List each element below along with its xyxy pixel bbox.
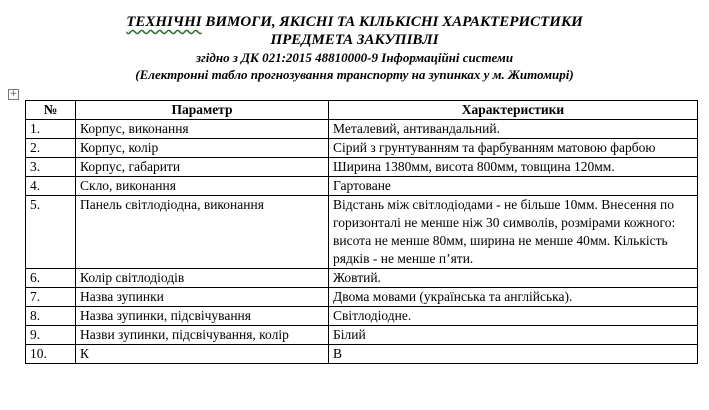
heading-line-1-first-word: ТЕХНІЧНІ — [126, 14, 202, 30]
heading-line-1-rest: ВИМОГИ, ЯКІСНІ ТА КІЛЬКІСНІ ХАРАКТЕРИСТИКИ — [201, 14, 583, 30]
row-characteristic: Сірий з грунтуванням та фарбуванням матовою фарбою — [329, 139, 698, 158]
table-row — [26, 120, 698, 139]
row-characteristic: Світлодіодне. — [329, 307, 698, 326]
row-number: 4. — [26, 177, 76, 196]
heading-line-2: ПРЕДМЕТА ЗАКУПІВЛІ — [270, 32, 439, 48]
row-characteristic: Ширина 1380мм, висота 800мм, товщина 120мм. — [329, 158, 698, 177]
table-row — [26, 326, 698, 345]
header-characteristics: Характеристики — [329, 101, 698, 120]
specifications-table — [25, 100, 698, 364]
table-row — [26, 196, 698, 269]
row-parameter: К — [76, 345, 329, 364]
row-number: 7. — [26, 288, 76, 307]
row-characteristic: Жовтий. — [329, 269, 698, 288]
table-header-row — [26, 101, 698, 120]
row-number: 3. — [26, 158, 76, 177]
row-number: 6. — [26, 269, 76, 288]
header-number: № — [26, 101, 76, 120]
table-row — [26, 345, 698, 364]
heading-line-1 — [0, 13, 709, 31]
row-parameter: Корпус, габарити — [76, 158, 329, 177]
row-parameter: Колір світлодіодів — [76, 269, 329, 288]
row-parameter: Скло, виконання — [76, 177, 329, 196]
table-row — [26, 177, 698, 196]
row-parameter: Корпус, колір — [76, 139, 329, 158]
row-characteristic: Двома мовами (українська та англійська). — [329, 288, 698, 307]
row-characteristic: В — [329, 345, 698, 364]
row-number: 10. — [26, 345, 76, 364]
row-number: 8. — [26, 307, 76, 326]
table-row — [26, 139, 698, 158]
row-parameter: Назва зупинки, підсвічування — [76, 307, 329, 326]
row-parameter: Назва зупинки — [76, 288, 329, 307]
row-parameter: Панель світлодіодна, виконання — [76, 196, 329, 269]
row-characteristic: Відстань між світлодіодами - не більше 10мм. Внесення по горизонталі не менше ніж 30 символів, розмірами кожного: висота не менше 80мм, ширина не менше 40мм. Кількість рядків - не менше п’яти. — [329, 196, 698, 269]
row-number: 5. — [26, 196, 76, 269]
row-parameter: Назви зупинки, підсвічування, колір — [76, 326, 329, 345]
table-row — [26, 269, 698, 288]
row-characteristic: Білий — [329, 326, 698, 345]
row-characteristic: Гартоване — [329, 177, 698, 196]
table-move-handle-icon[interactable]: + — [9, 89, 18, 99]
table-row — [26, 158, 698, 177]
heading-line-4: (Електронні табло прогнозування транспорту на зупинках у м. Житомирі) — [135, 67, 574, 82]
row-number: 9. — [26, 326, 76, 345]
table-row — [26, 288, 698, 307]
document-heading — [0, 13, 709, 83]
header-parameter: Параметр — [76, 101, 329, 120]
row-number: 1. — [26, 120, 76, 139]
row-parameter: Корпус, виконання — [76, 120, 329, 139]
heading-line-3: згідно з ДК 021:2015 48810000-9 Інформаційні системи — [195, 50, 514, 65]
row-number: 2. — [26, 139, 76, 158]
table-row — [26, 307, 698, 326]
row-characteristic: Металевий, антивандальний. — [329, 120, 698, 139]
